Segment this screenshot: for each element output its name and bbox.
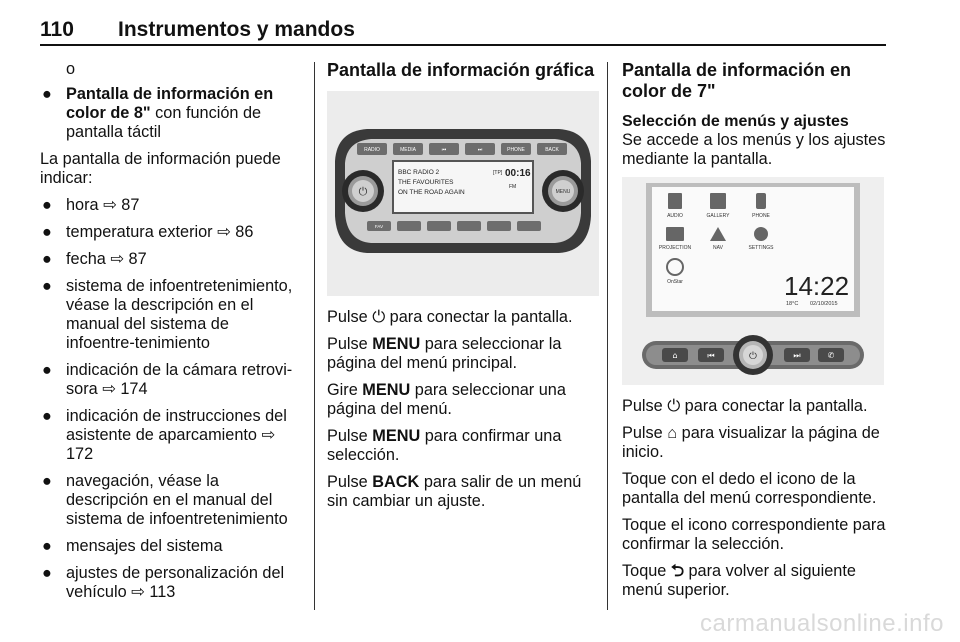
page-header bbox=[40, 8, 886, 44]
radio-panel-figure bbox=[327, 91, 599, 296]
band-indicator: FM bbox=[509, 184, 517, 190]
paragraph: Pulse ⏻ para conectar la pantalla. bbox=[622, 397, 868, 415]
section-heading: Pantalla de información en color de 7" bbox=[622, 60, 852, 101]
column-divider-2 bbox=[607, 62, 608, 610]
page-ref-link[interactable]: 113 bbox=[149, 583, 176, 601]
page-ref-link[interactable]: 174 bbox=[120, 380, 148, 398]
next-button-icon: ⏭ bbox=[477, 147, 483, 153]
page-ref-icon: ⇨ bbox=[131, 583, 150, 601]
settings-app-icon[interactable] bbox=[754, 227, 768, 241]
radio-info-text: THE FAVOURITES bbox=[398, 179, 454, 186]
touchscreen-figure bbox=[622, 177, 884, 385]
power-icon: ⏻ bbox=[358, 185, 368, 198]
app-label: GALLERY bbox=[706, 213, 730, 219]
phone-icon: ✆ bbox=[827, 351, 835, 360]
prev-button-icon: ⏮ bbox=[441, 147, 447, 153]
app-label: PROJECTION bbox=[658, 245, 692, 251]
phone-app-icon[interactable] bbox=[756, 193, 766, 209]
subsection-heading: Selección de menús y ajustes bbox=[622, 113, 849, 130]
app-label: NAV bbox=[713, 245, 723, 251]
tp-indicator: [TP] bbox=[493, 170, 503, 176]
list-item: ● temperatura exterior ⇨ 86 bbox=[42, 223, 254, 241]
app-label: OnStar bbox=[667, 279, 683, 285]
bullet-dot: ● bbox=[42, 85, 52, 103]
page-number: 110 bbox=[40, 18, 74, 41]
display-lead: La pantalla de información puede indicar: bbox=[40, 150, 281, 187]
home-icon: ⌂ bbox=[672, 351, 678, 360]
paragraph: Pulse ⌂ para visualizar la página de inicio. bbox=[622, 424, 880, 461]
phone-button-label: PHONE bbox=[507, 147, 525, 153]
list-item: ● hora ⇨ 87 bbox=[42, 196, 140, 214]
list-item: ● indicación de instrucciones del asistente de aparcamiento ⇨ 172 bbox=[42, 407, 287, 463]
radio-button-label: RADIO bbox=[364, 147, 380, 153]
chapter-title: Instrumentos y mandos bbox=[118, 18, 355, 41]
app-label: AUDIO bbox=[667, 213, 683, 219]
paragraph: Toque ⮌ para volver al siguiente menú superior. bbox=[622, 562, 856, 599]
radio-station-text: BBC RADIO 2 bbox=[398, 169, 440, 176]
paragraph: Toque con el dedo el icono de la pantalla del menú correspondiente. bbox=[622, 470, 877, 507]
back-button-label: BACK bbox=[545, 147, 559, 153]
bullet-text: con función de pantalla táctil bbox=[66, 104, 262, 141]
paragraph: Toque el icono correspondiente para confirmar la selección. bbox=[622, 516, 886, 553]
power-icon: ⏻ bbox=[749, 351, 757, 362]
media-button-label: MEDIA bbox=[400, 147, 416, 153]
next-icon: ⏭ bbox=[793, 351, 801, 360]
paragraph: Pulse MENU para seleccionar la página del menú principal. bbox=[327, 335, 562, 372]
column-1 bbox=[40, 60, 302, 610]
power-icon: ⏻ bbox=[667, 397, 681, 415]
app-label: SETTINGS bbox=[748, 245, 774, 251]
home-temperature: 18°C bbox=[786, 301, 799, 307]
fav-button-label: FAV bbox=[374, 224, 384, 229]
projection-app-icon[interactable] bbox=[666, 227, 684, 241]
home-clock: 14:22 bbox=[784, 271, 850, 301]
section-heading: Pantalla de información gráfica bbox=[327, 60, 595, 80]
radio-song-text: ON THE ROAD AGAIN bbox=[398, 189, 465, 196]
column-3 bbox=[622, 60, 892, 608]
gallery-app-icon[interactable] bbox=[710, 193, 726, 209]
bullet-8in-display bbox=[40, 85, 302, 142]
header-rule bbox=[40, 44, 886, 46]
home-date: 02/10/2015 bbox=[810, 301, 838, 307]
list-item: ● fecha ⇨ 87 bbox=[42, 250, 147, 268]
list-item: ● navegación, véase la descripción en el manual del sistema de infoentretenimiento bbox=[42, 472, 288, 528]
prev-icon: ⏮ bbox=[707, 351, 715, 360]
column-divider-1 bbox=[314, 62, 315, 610]
paragraph: Pulse ⏻ para conectar la pantalla. bbox=[327, 308, 573, 326]
bullet-bold-text: Pantalla de información en color de 8" bbox=[66, 85, 274, 122]
list-item: ● sistema de infoentretenimiento, véase la descripción en el manual del sistema de infoentre-tenimiento bbox=[42, 277, 293, 352]
power-icon: ⏻ bbox=[372, 308, 386, 326]
list-item: ● mensajes del sistema bbox=[42, 537, 223, 555]
list-item: ● ajustes de personalización del vehículo ⇨ 113 bbox=[42, 564, 285, 601]
menu-knob-label: MENU bbox=[555, 189, 571, 195]
back-arrow-icon: ⮌ bbox=[670, 562, 684, 580]
page-ref-icon: ⇨ bbox=[110, 250, 129, 268]
watermark: carmanualsonline.info bbox=[700, 610, 944, 637]
paragraph: Gire MENU para seleccionar una página del menú. bbox=[327, 381, 566, 418]
paragraph: Pulse MENU para confirmar una selección. bbox=[327, 427, 562, 464]
display-items-list bbox=[40, 196, 302, 602]
page-ref-icon: ⇨ bbox=[102, 380, 121, 398]
page-ref-icon: ⇨ bbox=[103, 196, 122, 214]
audio-app-icon[interactable] bbox=[668, 193, 682, 209]
app-label: PHONE bbox=[752, 213, 770, 219]
page-ref-link[interactable]: 87 bbox=[128, 250, 147, 268]
paragraph: Pulse BACK para salir de un menú sin cambiar un ajuste. bbox=[327, 473, 582, 510]
column-2 bbox=[327, 60, 599, 519]
home-icon: ⌂ bbox=[667, 424, 678, 442]
or-text: o bbox=[66, 60, 76, 78]
radio-clock: 00:16 bbox=[505, 168, 531, 179]
paragraph: Se accede a los menús y los ajustes mediante la pantalla. bbox=[622, 131, 886, 168]
page-ref-icon: ⇨ bbox=[261, 426, 276, 444]
page-ref-link[interactable]: 86 bbox=[235, 223, 254, 241]
list-item: ● indicación de la cámara retrovi-sora ⇨ 174 bbox=[42, 361, 293, 398]
page-ref-link[interactable]: 172 bbox=[66, 445, 94, 463]
page-ref-link[interactable]: 87 bbox=[121, 196, 140, 214]
page-ref-icon: ⇨ bbox=[217, 223, 236, 241]
